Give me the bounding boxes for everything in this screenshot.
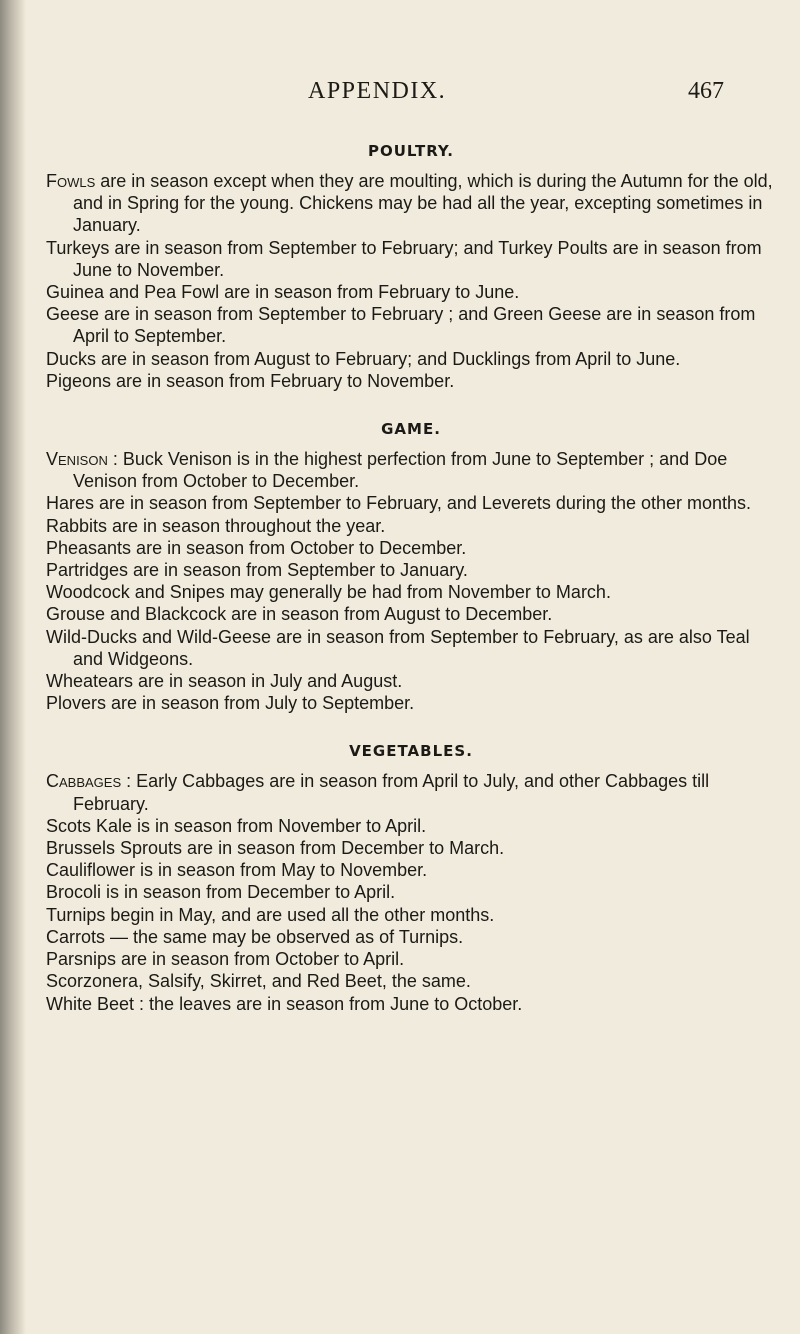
entry-text: Pigeons are in season from February to November. [46,370,455,391]
entry-wild-ducks [46,626,776,670]
entry-geese [46,303,776,347]
entry-rabbits [46,515,776,537]
entry-text: Grouse and Blackcock are in season from August to December. [46,604,553,625]
entry-hares [46,492,776,514]
entry-text: Partridges are in season from September to January. [46,560,468,581]
entry-text: Pheasants are in season from October to December. [46,537,467,558]
entry-parsnips [46,948,776,970]
entry-text: Plovers are in season from July to September. [46,693,415,714]
entry-lead: Cabbages : [46,771,132,792]
entry-text: Buck Venison is in the highest perfection from June to September ; and Doe Venison from October to December. [73,449,728,492]
entry-wheatears [46,670,776,692]
entry-text: Scots Kale is in season from November to April. [46,815,427,836]
page-number: 467 [688,78,724,104]
running-head [46,78,776,112]
entry-pheasants [46,537,776,559]
book-page [46,78,776,1015]
entry-text: Ducks are in season from August to February; and Ducklings from April to June. [46,348,681,369]
entry-fowls [46,170,776,237]
entry-text: Scorzonera, Salsify, Skirret, and Red Beet, the same. [46,971,471,992]
entry-text: Early Cabbages are in season from April to July, and other Cabbages till February. [73,771,710,814]
entry-cauliflower [46,859,776,881]
entry-woodcock [46,581,776,603]
entry-brocoli [46,881,776,903]
entry-text: Turkeys are in season from September to February; and Turkey Poults are in season from June to November. [46,237,762,280]
entry-partridges [46,559,776,581]
entry-turkeys [46,237,776,281]
entry-text: Cauliflower is in season from May to November. [46,860,428,881]
entry-guinea-fowl [46,281,776,303]
section-heading-vegetables: VEGETABLES. [349,742,473,761]
entry-text: Brocoli is in season from December to April. [46,882,396,903]
entry-cabbages [46,770,776,814]
section-heading-poultry: POULTRY. [367,142,455,160]
entry-text: Wheatears are in season in July and August. [46,671,403,692]
entry-turnips [46,904,776,926]
entry-carrots [46,926,776,948]
entry-text: are in season except when they are moulting, which is during the Autumn for the old, and in Spring for the young. Chickens may be had all the year, excepting sometimes in January. [73,171,773,236]
entry-text: Parsnips are in season from October to April. [46,949,405,970]
running-head-title: APPENDIX. [308,78,447,104]
entry-text: Wild-Ducks and Wild-Geese are in season from September to February, as are also Teal and Widgeons. [46,626,750,669]
entry-lead: Venison : [46,449,118,470]
entry-ducks [46,348,776,370]
entry-scorzonera [46,970,776,992]
entry-text: Woodcock and Snipes may generally be had from November to March. [46,582,611,603]
book-binding-shadow [0,0,26,1334]
entry-plovers [46,692,776,714]
entry-text: Rabbits are in season throughout the year. [46,515,386,536]
entry-text: Hares are in season from September to February, and Leverets during the other months. [46,493,752,514]
entry-grouse [46,603,776,625]
entry-text: White Beet : the leaves are in season from June to October. [46,993,523,1014]
entry-white-beet [46,993,776,1015]
entry-brussels-sprouts [46,837,776,859]
entry-text: Guinea and Pea Fowl are in season from February to June. [46,282,520,303]
entry-text: Geese are in season from September to February ; and Green Geese are in season from April to September. [46,304,756,347]
entry-venison [46,448,776,492]
entry-text: Turnips begin in May, and are used all the other months. [46,904,495,925]
entry-text: Brussels Sprouts are in season from December to March. [46,838,505,859]
section-heading-game: GAME. [381,420,441,439]
entry-lead: Fowls [46,171,96,191]
entry-scots-kale [46,815,776,837]
entry-pigeons [46,370,776,392]
entry-text: Carrots — the same may be observed as of Turnips. [46,926,464,947]
